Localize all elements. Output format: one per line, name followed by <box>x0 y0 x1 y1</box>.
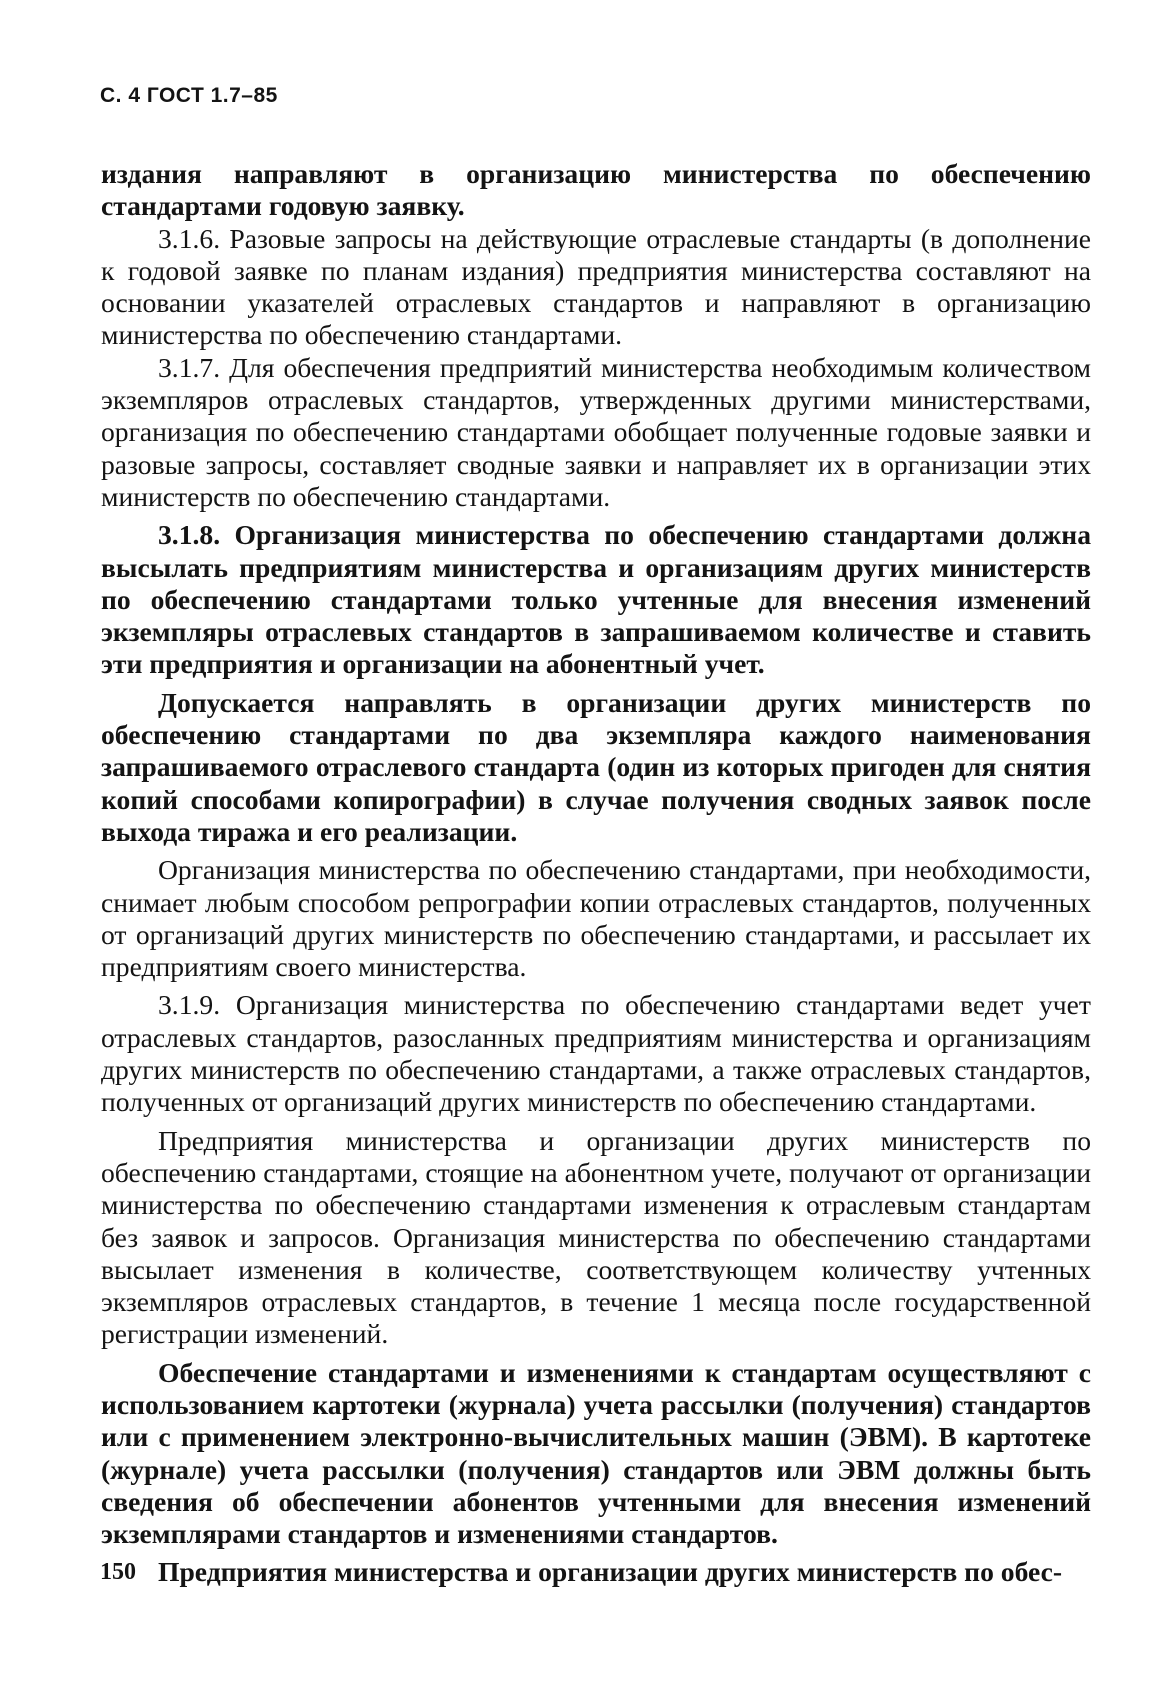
paragraph-card-index: Обеспечение стандартами и изменениями к стандартам осуществляют с использованием картотеки (журнала) учета рассылки (получения) стандартов или с применением электронно-вычислительных машин (ЭВМ). В картотеке (журнале) учета рассылки (получения) стандартов или ЭВМ должны быть сведения об обеспечении абонентов учтенными для внесения изменений экземплярами стандартов и изменениями стандартов. <box>101 1356 1091 1550</box>
paragraph-copies-allowed: Допускается направлять в организации других министерств по обеспечению стандартами по два экземпляра каждого наименования запрашиваемого отраслевого стандарта (один из которых пригоден для снятия копий способами копирографии) в случае получения сводных заявок после выхода тиража и его реализации. <box>101 686 1091 847</box>
paragraph-continuation: издания направляют в организацию министерства по обеспечению стандартами годовую заявку. <box>101 158 1091 222</box>
paragraph-continued: Предприятия министерства и организации других министерств по обес- <box>158 1556 1063 1588</box>
paragraph-subscription: Предприятия министерства и организации других министерств по обеспечению стандартами, стоящие на абонентном учете, получают от организации министерства по обеспечению стандартами изменения к отраслевым стандартам без заявок и запросов. Организация министерства по обеспечению стандартами высылает изменения в количестве, соответствующем количеству учтенных экземпляров отраслевых стандартов, в течение 1 месяца после государственной регистрации изменений. <box>101 1124 1091 1350</box>
body-text <box>101 158 1091 1589</box>
running-head: С. 4 ГОСТ 1.7–85 <box>100 84 278 107</box>
page-number: 150 <box>100 1559 136 1585</box>
paragraph-3-1-8: 3.1.8. Организация министерства по обеспечению стандартами должна высылать предприятиям министерства и организациям других министерств по обеспечению стандартами только учтенные для внесения изменений экземпляры отраслевых стандартов в запрашиваемом количестве и ставить эти предприятия и организации на абонентный учет. <box>101 519 1091 680</box>
paragraph-reprography: Организация министерства по обеспечению стандартами, при необходимости, снимает любым способом репрографии копии отраслевых стандартов, полученных от организаций других министерств по обеспечению стандартами, и рассылает их предприятиям своего министерства. <box>101 854 1091 983</box>
paragraph-3-1-9: 3.1.9. Организация министерства по обеспечению стандартами ведет учет отраслевых стандартов, разосланных предприятиям министерства и организациям других министерств по обеспечению стандартами, а также отраслевых стандартов, полученных от организаций других министерств по обеспечению стандартами. <box>101 989 1091 1118</box>
paragraph-3-1-7: 3.1.7. Для обеспечения предприятий министерства необходимым количеством экземпляров отраслевых стандартов, утвержденных другими министерствами, организация по обеспечению стандартами обобщает полученные годовые заявки и разовые запросы, составляет сводные заявки и направляет их в организации этих министерств по обеспечению стандартами. <box>101 351 1091 512</box>
paragraph-3-1-6: 3.1.6. Разовые запросы на действующие отраслевые стандарты (в дополнение к годовой заявке по планам издания) предприятия министерства составляют на основании указателей отраслевых стандартов и направляют в организацию министерства по обеспечению стандартами. <box>101 222 1091 351</box>
